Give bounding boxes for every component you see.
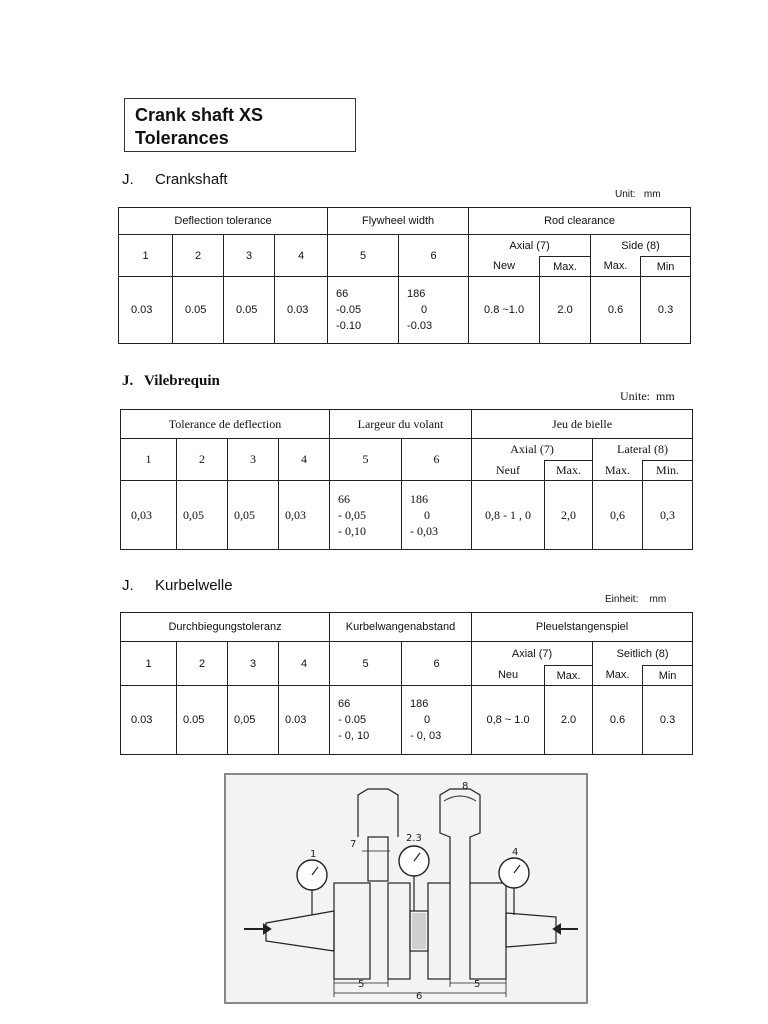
value-6 xyxy=(399,277,469,344)
value-1: 0,03 xyxy=(121,481,177,550)
col-number-4: 4 xyxy=(279,439,330,481)
value-1: 0.03 xyxy=(119,277,173,344)
unit-label xyxy=(620,389,675,404)
col-number-5: 5 xyxy=(330,439,402,481)
header-deflection: Durchbiegungstoleranz xyxy=(121,613,330,642)
value-side-max: 0.6 xyxy=(591,277,641,344)
center-right-web xyxy=(428,883,450,979)
section-heading-vilebrequin xyxy=(122,373,220,390)
header-side: Seitlich (8) xyxy=(593,642,693,666)
label-dial-1: 1 xyxy=(310,849,317,860)
value-5-lower: - 0, 10 xyxy=(338,730,370,742)
subheader-new: Neuf xyxy=(472,461,545,481)
value-6-nominal: 186 xyxy=(407,288,426,300)
subheader-max: Max. xyxy=(593,666,643,686)
value-6-upper: 0 xyxy=(424,714,431,726)
header-rod-clearance: Rod clearance xyxy=(469,208,691,235)
value-5-lower: -0.10 xyxy=(336,320,362,332)
unit-value: mm xyxy=(656,389,675,403)
col-number-2: 2 xyxy=(177,642,228,686)
left-shaft-end xyxy=(266,911,334,951)
value-4: 0.03 xyxy=(279,686,330,755)
value-5 xyxy=(330,481,402,550)
value-axial-max: 2,0 xyxy=(545,481,593,550)
header-flywheel: Kurbelwangenabstand xyxy=(330,613,472,642)
subheader-new: Neu xyxy=(472,666,545,686)
col-number-2: 2 xyxy=(177,439,228,481)
label-side-8: 8 xyxy=(462,781,469,792)
col-number-1: 1 xyxy=(121,642,177,686)
label-dim-6: 6 xyxy=(416,991,423,1002)
col-number-6: 6 xyxy=(399,235,469,277)
section-name: Crankshaft xyxy=(155,171,228,188)
tolerance-table-fr xyxy=(120,409,693,550)
col-number-5: 5 xyxy=(328,235,399,277)
header-deflection: Tolerance de deflection xyxy=(121,410,330,439)
value-6-lower: - 0,03 xyxy=(410,524,438,538)
connecting-rod-right xyxy=(440,789,480,883)
col-number-4: 4 xyxy=(275,235,328,277)
header-flywheel: Largeur du volant xyxy=(330,410,472,439)
subheader-min: Min. xyxy=(643,461,693,481)
value-side-min: 0.3 xyxy=(643,686,693,755)
subheader-max: Max. xyxy=(545,666,593,686)
header-deflection: Deflection tolerance xyxy=(119,208,328,235)
value-5-upper: - 0,05 xyxy=(338,508,366,522)
right-shaft-end xyxy=(506,913,556,947)
value-5 xyxy=(328,277,399,344)
header-side: Side (8) xyxy=(591,235,691,257)
subheader-max: Max. xyxy=(593,461,643,481)
col-number-3: 3 xyxy=(224,235,275,277)
connecting-rod-left xyxy=(368,837,388,881)
header-axial: Axial (7) xyxy=(469,235,591,257)
unit-label xyxy=(615,189,661,200)
subheader-min: Min xyxy=(643,666,693,686)
crankshaft-drawing xyxy=(226,775,586,1002)
label-dial-4: 4 xyxy=(512,847,519,858)
header-flywheel: Flywheel width xyxy=(328,208,469,235)
value-side-min: 0,3 xyxy=(643,481,693,550)
title-line-2: Tolerances xyxy=(135,128,229,148)
value-5 xyxy=(330,686,402,755)
header-axial: Axial (7) xyxy=(472,642,593,666)
unit-label-text: Unit: xyxy=(615,189,636,200)
value-4: 0,03 xyxy=(279,481,330,550)
unit-value: mm xyxy=(649,594,667,605)
value-4: 0.03 xyxy=(275,277,328,344)
value-side-min: 0.3 xyxy=(641,277,691,344)
value-2: 0.05 xyxy=(177,686,228,755)
value-axial-max: 2.0 xyxy=(540,277,591,344)
value-5-nominal: 66 xyxy=(338,492,350,506)
section-heading-kurbelwelle xyxy=(122,577,233,594)
value-5-lower: - 0,10 xyxy=(338,524,366,538)
subheader-max: Max. xyxy=(545,461,593,481)
document-title-box xyxy=(124,98,356,152)
label-dim-5-left: 5 xyxy=(358,979,365,990)
value-6 xyxy=(402,686,472,755)
col-number-3: 3 xyxy=(228,642,279,686)
section-name: Kurbelwelle xyxy=(155,577,233,594)
crankshaft-measurement-diagram xyxy=(224,773,588,1004)
subheader-min: Min xyxy=(641,257,691,277)
value-5-nominal: 66 xyxy=(336,288,349,300)
header-rod-clearance: Pleuelstangenspiel xyxy=(472,613,693,642)
title-line-1: Crank shaft XS xyxy=(135,105,264,125)
label-dim-5-right: 5 xyxy=(474,979,481,990)
unit-value: mm xyxy=(643,189,661,200)
col-number-2: 2 xyxy=(173,235,224,277)
header-rod-clearance: Jeu de bielle xyxy=(472,410,693,439)
col-number-3: 3 xyxy=(228,439,279,481)
unit-label-text: Einheit: xyxy=(605,594,639,605)
tolerance-table-de xyxy=(120,612,693,755)
value-3: 0.05 xyxy=(224,277,275,344)
unit-label-text: Unite: xyxy=(620,389,650,403)
label-gap-7: 7 xyxy=(350,839,357,850)
col-number-1: 1 xyxy=(121,439,177,481)
value-5-nominal: 66 xyxy=(338,698,351,710)
value-axial-new: 0.8 ~1.0 xyxy=(469,277,540,344)
subheader-new: New xyxy=(469,257,540,277)
value-2: 0.05 xyxy=(173,277,224,344)
value-6-nominal: 186 xyxy=(410,492,428,506)
value-6-lower: - 0, 03 xyxy=(410,730,442,742)
header-axial: Axial (7) xyxy=(472,439,593,461)
value-5-upper: -0.05 xyxy=(336,304,362,316)
section-number: J. xyxy=(122,373,134,389)
value-6-upper: 0 xyxy=(424,508,430,522)
value-side-max: 0.6 xyxy=(593,686,643,755)
center-left-web xyxy=(388,883,410,979)
unit-label xyxy=(605,594,666,605)
value-axial-max: 2.0 xyxy=(545,686,593,755)
col-number-6: 6 xyxy=(402,439,472,481)
value-side-max: 0,6 xyxy=(593,481,643,550)
section-name: Vilebrequin xyxy=(144,373,220,389)
left-flywheel-web xyxy=(334,883,370,979)
right-flywheel-web xyxy=(470,883,506,979)
value-3: 0,05 xyxy=(228,481,279,550)
section-heading-crankshaft xyxy=(122,171,228,188)
value-3: 0,05 xyxy=(228,686,279,755)
value-5-upper: - 0.05 xyxy=(338,714,367,726)
value-axial-new: 0,8 - 1 , 0 xyxy=(472,481,545,550)
section-number: J. xyxy=(122,577,134,594)
col-number-5: 5 xyxy=(330,642,402,686)
col-number-4: 4 xyxy=(279,642,330,686)
section-number: J. xyxy=(122,171,134,188)
value-6-nominal: 186 xyxy=(410,698,429,710)
value-6-lower: -0.03 xyxy=(407,320,433,332)
value-2: 0,05 xyxy=(177,481,228,550)
subheader-max: Max. xyxy=(591,257,641,277)
value-1: 0.03 xyxy=(121,686,177,755)
value-6-upper: 0 xyxy=(421,304,428,316)
header-side: Lateral (8) xyxy=(593,439,693,461)
col-number-6: 6 xyxy=(402,642,472,686)
subheader-max: Max. xyxy=(540,257,591,277)
col-number-1: 1 xyxy=(119,235,173,277)
tolerance-table-en xyxy=(118,207,691,344)
value-axial-new: 0,8 ~ 1.0 xyxy=(472,686,545,755)
label-dial-2-3: 2.3 xyxy=(406,833,422,844)
value-6 xyxy=(402,481,472,550)
